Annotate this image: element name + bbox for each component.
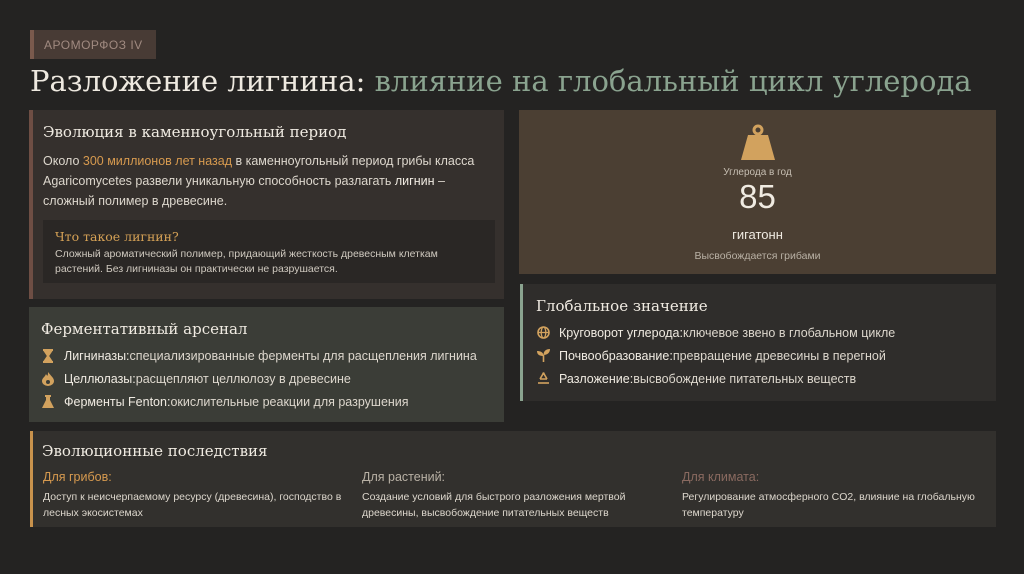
enzyme-item: Ферменты Fenton: окислительные реакции для разрушения [41,390,504,413]
consequences-card [30,431,996,527]
hourglass-icon [41,349,55,363]
consequence-title: Для климата: [682,470,760,484]
evolution-heading: Эволюция в каменноугольный период [43,123,347,141]
lignin-term: лигнин [394,174,435,188]
flask-icon [41,395,55,409]
consequences-heading: Эволюционные последствия [42,442,268,460]
carbon-label: Углерода в год [723,167,792,178]
evolution-text: Около 300 миллионов лет назад в каменноугольный период грибы класса Agaricomycetes развели уникальную способность разлагать лигнин – сложный полимер в древесине. [43,154,475,208]
enzyme-item: Лигниназы: специализированные ферменты для расщепления лигнина [41,344,504,367]
title-accent: влияние на глобальный цикл углерода [374,64,972,98]
global-item: Разложение: высвобождение питательных веществ [536,367,996,390]
title-main: Разложение лигнина: [30,64,366,98]
consequence-text: Доступ к неисчерпаемому ресурсу (древесина), господство в лесных экосистемах [43,491,342,519]
consequence-fungi [43,470,353,521]
enzymes-heading: Ферментативный арсенал [41,320,248,338]
enzyme-item: Целлюлазы: расщепляют целлюлозу в древесине [41,367,504,390]
lignin-definition-text: Сложный ароматический полимер, придающий жесткость древесным клеткам растений. Без лигниназы он практически не разрушается. [55,248,438,275]
weight-icon [739,124,777,162]
globe-icon [536,326,550,340]
carbon-unit: гигатонн [732,227,783,242]
seedling-icon [536,349,550,363]
fire-icon [41,372,55,386]
consequence-text: Создание условий для быстрого разложения мертвой древесины, высвобождение питательных веществ [362,491,626,519]
recycle-icon [536,372,550,386]
highlight-date: 300 миллионов лет назад [82,154,232,168]
consequence-title: Для грибов: [43,470,112,484]
global-heading: Глобальное значение [536,297,708,315]
carbon-value: 85 [739,178,776,215]
global-item: Круговорот углерода: ключевое звено в глобальном цикле [536,321,996,344]
section-tag: АРОМОРФОЗ IV [30,30,156,59]
enzymes-card [29,307,504,422]
page-title [30,64,972,98]
lignin-definition-heading: Что такое лигнин? [55,229,179,244]
evolution-card [29,110,504,299]
carbon-caption: Высвобождается грибами [694,250,821,262]
lignin-definition-box [43,220,495,283]
carbon-stat-card [519,110,996,274]
global-item: Почвообразование: превращение древесины в перегной [536,344,996,367]
global-significance-card [520,284,996,401]
consequence-title: Для растений: [362,470,446,484]
consequence-plants [362,470,672,521]
consequence-climate [682,470,992,521]
consequence-text: Регулирование атмосферного CO2, влияние на глобальную температуру [682,491,975,519]
